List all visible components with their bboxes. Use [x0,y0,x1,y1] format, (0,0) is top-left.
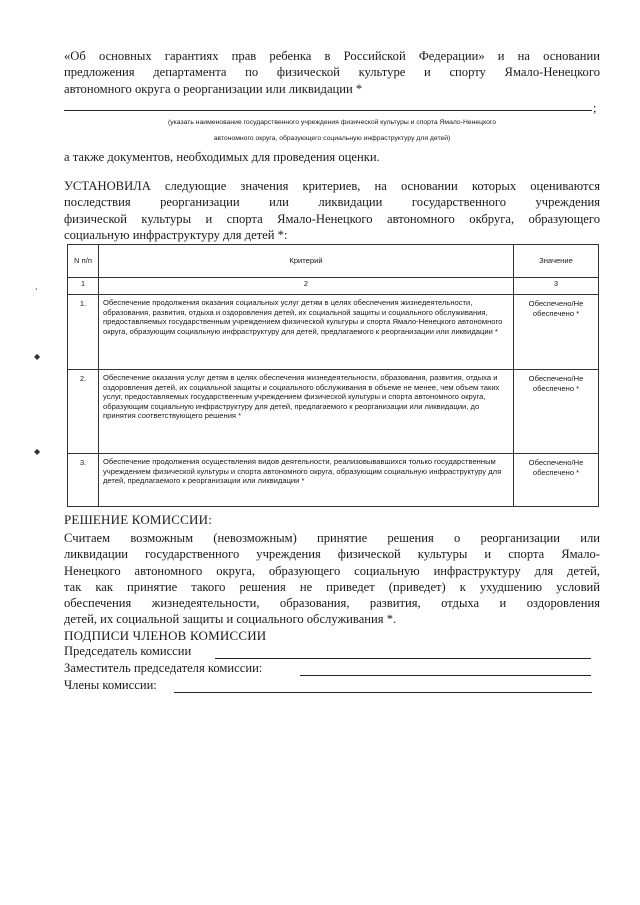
column-number-row [68,278,599,295]
decision-title: РЕШЕНИЕ КОМИССИИ: [64,512,213,527]
deputy-signature-line[interactable] [300,675,591,676]
decision-paragraph [64,530,600,628]
scan-mark-icon: ʻ [35,287,38,296]
hint-line-2: автономного округа, образующего социальную инфраструктуру для детей) [213,135,451,142]
decision-line-6: детей, их социальной защиты и социального обслуживания *. [64,612,397,627]
row-number: 3. [68,454,99,507]
chair-label: Председатель комиссии [64,644,192,658]
table-row [68,454,599,507]
decision-line-5: обеспечения жизнедеятельности, образования, развития, отдыха и оздоровления [64,596,600,611]
column-number-2: 2 [99,278,514,295]
row-criterion: Обеспечение продолжения осуществления видов деятельности, реализовывавшихся только государственным учреждением физической культуры и спорта автономного округа, образующим социальную инфраструктуру для детей, предлагаемого к реорганизации или ликвидации * [99,454,514,507]
decision-line-2: ликвидации государственного учреждения физической культуры и спорта Ямало- [64,547,600,562]
row-criterion: Обеспечение продолжения оказания социальных услуг детям в целях обеспечения жизнедеятельности, образования, развития, отдыха и оздоровления детей, их социальной защиты и социального обслуживания, предоставляемых государственным учреждением физической культуры и спорта Ямало-Ненецкого автономного округа, образующим социальную инфраструктуру для детей, предлагаемого к реорганизации или ликвидации * [99,295,514,370]
column-number-3: 3 [514,278,599,295]
established-paragraph [64,178,600,243]
signatures-title: ПОДПИСИ ЧЛЕНОВ КОМИССИИ [64,628,267,643]
established-line-2: последствия реорганизации или ликвидации государственного учреждения [64,195,600,210]
header-value: Значение [514,245,599,278]
table-header-row [68,245,599,278]
row-number: 2. [68,370,99,454]
column-number-1: 1 [68,278,99,295]
hint-line-1: (указать наименование государственного учреждения физической культуры и спорта Ямало-Ненецкого [167,119,497,126]
header-num: N п/п [68,245,99,278]
row-value[interactable]: Обеспечено/Не обеспечено * [514,454,599,507]
institution-name-blank[interactable] [64,110,592,111]
table-row [68,370,599,454]
decision-line-3: Ненецкого автономного округа, образующего социальную инфраструктуру для детей, [64,563,600,578]
documents-line [64,149,600,165]
scan-mark-icon: ◆ [34,447,41,456]
chair-signature-line[interactable] [215,658,591,659]
decision-line-4: так как принятие такого решения не приведет (приведет) к ухудшению условий [64,579,600,594]
blank-semicolon: ; [593,101,597,115]
institution-name-hint [64,117,600,144]
criteria-table [67,244,599,507]
established-line-3: физической культуры и спорта Ямало-Ненецкого автономного окбруга, образующего [64,211,600,226]
intro-line-1: «Об основных гарантиях прав ребенка в Российской Федерации» и на основании [64,49,600,63]
established-line-1: УСТАНОВИЛА следующие значения критериев, на основании которых оцениваются [64,179,600,193]
documents-text: а также документов, необходимых для проведения оценки. [64,150,380,164]
intro-line-2: предложения департамента по физической культуре и спорту Ямало-Ненецкого [64,65,600,80]
deputy-label: Заместитель председателя комиссии: [64,661,263,675]
header-criterion: Критерий [99,245,514,278]
row-criterion: Обеспечение оказания услуг детям в целях обеспечения жизнедеятельности, образования, развития, отдыха и оздоровления детей, их социальной защиты и социального обслуживания в объеме не менее, чем объем таких услуг, предоставляемых государственным учреждением физической культуры и спорта автономного округа, образующим социальную инфраструктуру для детей, предлагаемого к реорганизации или ликвидации, до принятия соответствующего решения * [99,370,514,454]
established-line-4: социальную инфраструктуру для детей *: [64,227,288,242]
table-row [68,295,599,370]
decision-line-1: Считаем возможным (невозможным) принятие решения о реорганизации или [64,531,600,545]
members-signature-line[interactable] [174,692,592,693]
scan-mark-icon: ◆ [34,352,41,361]
members-label: Члены комиссии: [64,678,157,692]
intro-paragraph [64,48,600,97]
row-number: 1. [68,295,99,370]
row-value[interactable]: Обеспечено/Не обеспечено * [514,370,599,454]
row-value[interactable]: Обеспечено/Не обеспечено * [514,295,599,370]
intro-line-3: автономного округа о реорганизации или ликвидации * [64,81,363,96]
